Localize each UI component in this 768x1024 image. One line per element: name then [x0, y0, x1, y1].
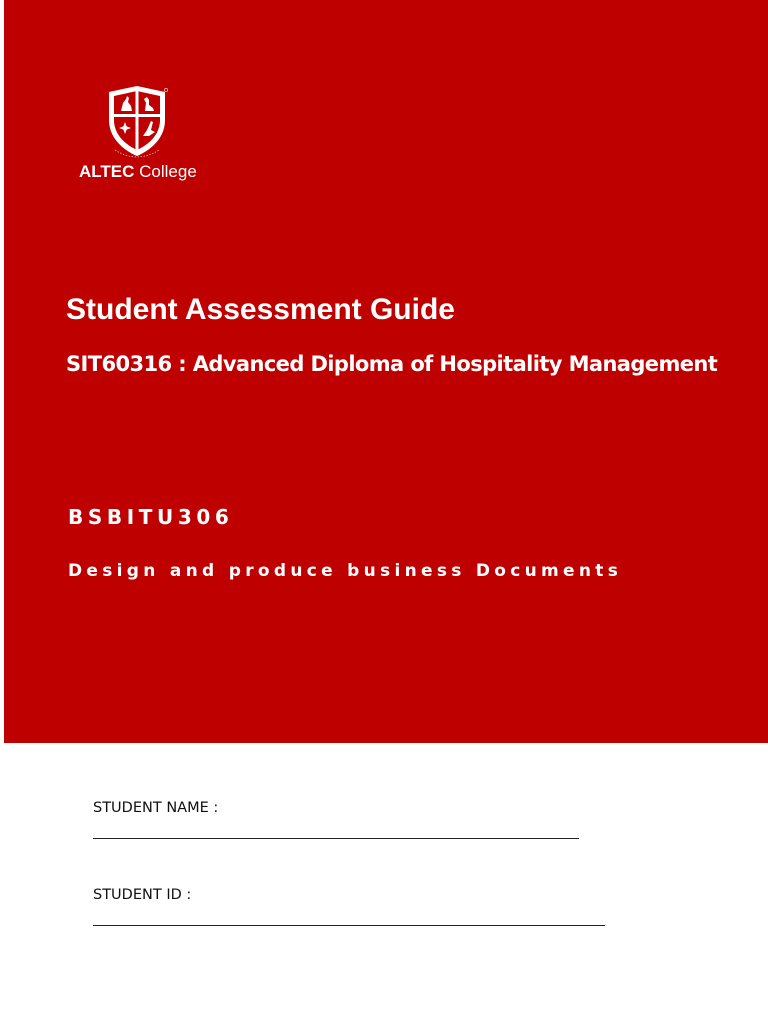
document-title: Student Assessment Guide: [66, 293, 455, 326]
unit-title: Design and produce business Documents: [68, 561, 623, 581]
unit-code: BSBITU306: [68, 505, 234, 529]
student-id-field[interactable]: [93, 925, 605, 926]
qualification-title: SIT60316 : Advanced Diploma of Hospitality Management: [66, 352, 718, 376]
cover-banner: [4, 0, 768, 743]
altec-shield-crest-icon: [99, 84, 175, 160]
brand-name: [79, 162, 197, 182]
student-name-label: STUDENT NAME :: [93, 800, 219, 816]
college-logo: [79, 84, 199, 184]
brand-name-light: College: [139, 162, 197, 181]
student-name-field[interactable]: [93, 838, 579, 839]
brand-name-bold: ALTEC: [79, 162, 135, 181]
student-id-label: STUDENT ID :: [93, 887, 192, 903]
